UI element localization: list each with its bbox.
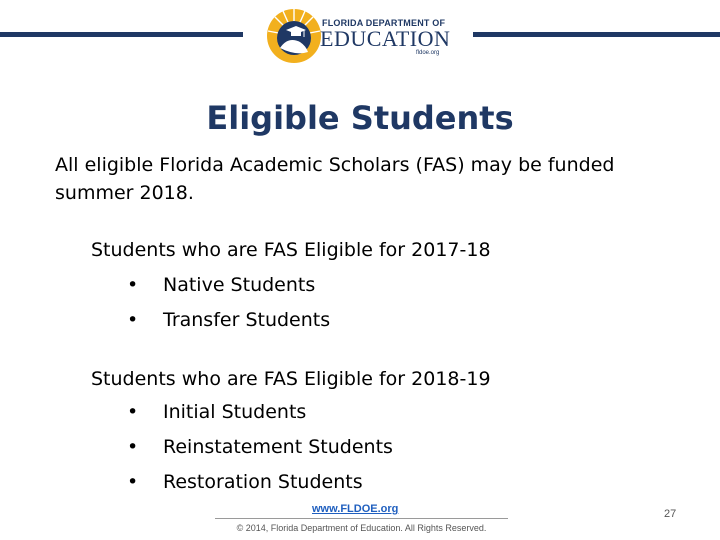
list-item [127,434,393,460]
header-bar-right [473,32,720,37]
bullet-icon: • [127,436,139,458]
fldoe-website-link[interactable]: www.FLDOE.org [312,503,399,515]
logo-url: fldoe.org [416,50,440,56]
bullet-icon: • [127,471,139,493]
footer-divider [215,518,508,519]
copyright-text: © 2014, Florida Department of Education. All Rights Reserved. [236,523,487,533]
page-number: 27 [664,508,677,520]
logo-line2: EDUCATION [320,26,451,51]
list-item [127,272,315,298]
list-item-label: Reinstatement Students [163,436,393,458]
list-item [127,469,363,495]
list-item-label: Native Students [163,274,316,296]
list-item-label: Restoration Students [163,471,363,493]
list-item [127,399,306,425]
group-heading-2018: Students who are FAS Eligible for 2018-19 [91,368,491,390]
slide-title: Eligible Students [206,99,514,137]
group-heading-2017: Students who are FAS Eligible for 2017-18 [91,239,491,261]
intro-text: All eligible Florida Academic Scholars (FAS) may be funded summer 2018. [55,154,615,204]
logo-line1: FLORIDA DEPARTMENT OF [322,18,446,28]
bullet-icon: • [127,309,139,331]
list-item [127,307,330,333]
sun-graduate-icon [266,6,322,64]
list-item-label: Transfer Students [163,309,331,331]
header-bar-left [0,32,243,37]
list-item-label: Initial Students [163,401,307,423]
bullet-icon: • [127,401,139,423]
bullet-icon: • [127,274,139,296]
fldoe-logo [266,6,462,64]
